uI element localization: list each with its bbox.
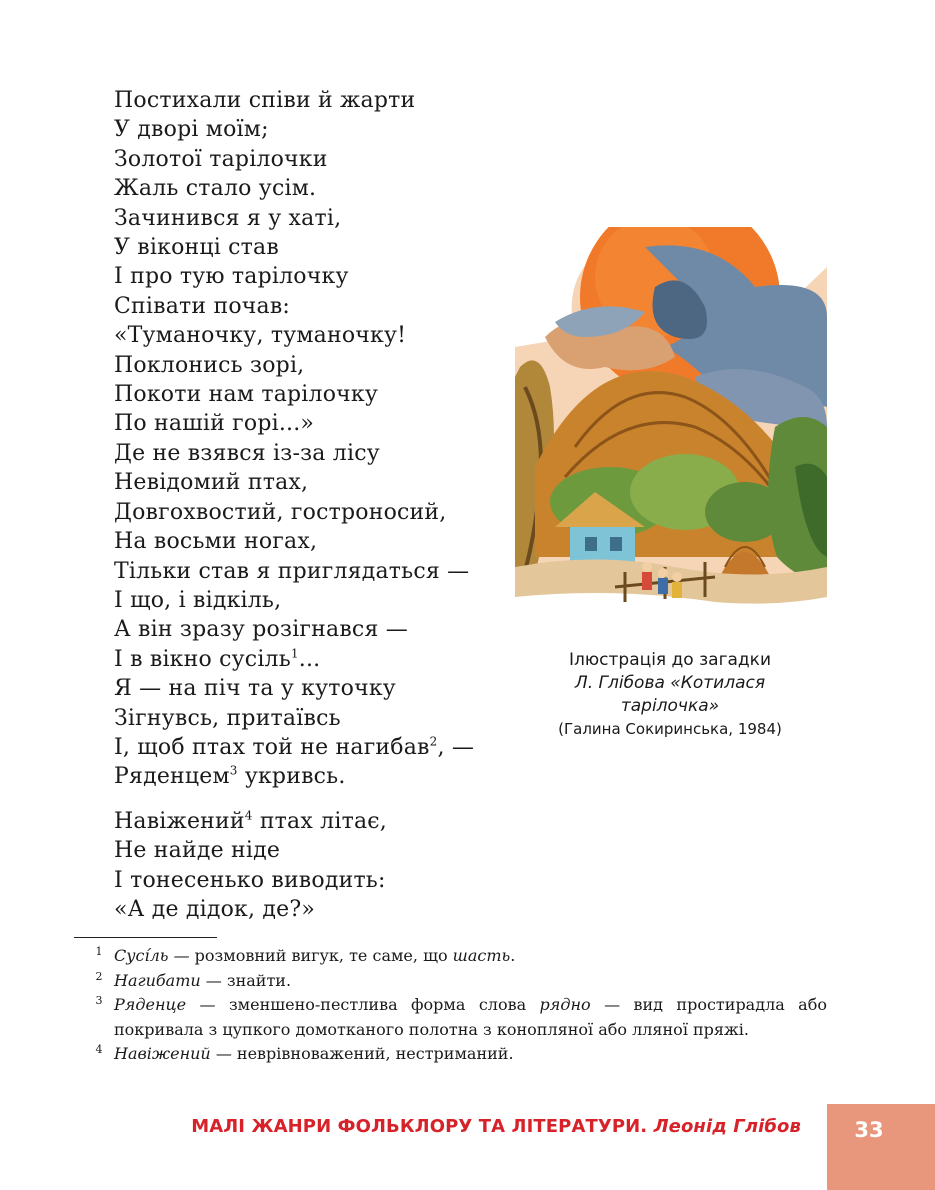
- poem-line-with-footnote: І в вікно сусіль$^1$...: [114, 646, 321, 672]
- poem-line: Постихали співи й жарти: [114, 88, 416, 113]
- poem-line: Поклонись зорі,: [114, 352, 305, 378]
- footnote-number: 2: [95, 969, 103, 983]
- poem-line: Де не взявся із-за лісу: [114, 440, 380, 466]
- poem-line: Тільки став я приглядаться —: [114, 558, 470, 584]
- caption-author: (Галина Сокиринська, 1984): [558, 720, 782, 738]
- poem-line: І що, і відкіль,: [114, 587, 282, 613]
- poem-line: Невідомий птах,: [114, 470, 309, 496]
- page-number-box: [827, 1104, 935, 1190]
- footnote-ref: 2: [429, 734, 438, 749]
- poem-line: У віконці став: [114, 235, 279, 261]
- poem-line: Я — на піч та у куточку: [114, 676, 396, 702]
- footnote-ref: 3: [229, 764, 238, 779]
- footnote: 2 Нагибати — знайти.: [74, 969, 827, 994]
- footnote-number: 4: [95, 1043, 103, 1056]
- poem-line: У дворі моїм;: [114, 117, 269, 143]
- footnote: 3 Ряденце — зменшено-пестлива форма слова рядно — вид простирадла або покривала з цупкого домотканого полотна з конопляної або лляної пряжі.: [74, 993, 827, 1042]
- poem-line: «Туманочку, туманочку!: [114, 323, 407, 349]
- footnote-ref: 1: [290, 646, 299, 661]
- poem-line: Довгохвостий, гостроносий,: [114, 499, 447, 525]
- poem-line: Золотої тарілочки: [114, 146, 328, 172]
- poem-line-with-footnote: Навіжений$^4$ птах літає,: [114, 808, 387, 834]
- illustration-caption: [540, 649, 800, 741]
- stanza-1: [114, 86, 514, 792]
- poem-line: Не найде ніде: [114, 838, 281, 864]
- author-name: Леонід Глібов: [653, 1116, 801, 1137]
- footnote-term: Ряденце: [114, 995, 187, 1014]
- poem-line: «А де дідок, де?»: [114, 896, 316, 922]
- footnote-number: 1: [95, 945, 103, 958]
- stanza-2: [114, 807, 514, 925]
- poem-line: І тонесенько виводить:: [114, 867, 386, 893]
- poem-line: Зачинився я у хаті,: [114, 205, 342, 231]
- poem-line-with-footnote: Ряденцем$^3$ укривсь.: [114, 764, 346, 790]
- poem-line: А він зразу розігнався —: [114, 617, 408, 643]
- footnote-number: 3: [95, 994, 103, 1007]
- caption-line: Л. Глібова «Котилася: [574, 673, 766, 693]
- footnote-term: Нагибати: [114, 970, 201, 990]
- footnote: 1 Сусі́ль — розмовний вигук, те саме, що шасть.: [74, 944, 827, 969]
- running-footer: [191, 1116, 801, 1137]
- poem-line: І про тую тарілочку: [114, 264, 349, 290]
- poem-line: На восьми ногах,: [114, 529, 318, 555]
- caption-line: Ілюстрація до загадки: [568, 650, 771, 670]
- poem-line: Співати почав:: [114, 293, 291, 319]
- poem: [114, 86, 514, 924]
- footnote: 4 Навіжений — неврівноважений, нестриманий.: [74, 1042, 827, 1067]
- footnote-ref: 4: [244, 808, 253, 823]
- footnote-term: Навіжений: [114, 1044, 211, 1063]
- section-title: МАЛІ ЖАНРИ ФОЛЬКЛОРУ ТА ЛІТЕРАТУРИ.: [191, 1116, 648, 1137]
- footnotes: [74, 944, 827, 1067]
- poem-line: Зігнувсь, притаївсь: [114, 705, 341, 731]
- page-number: 33: [854, 1118, 884, 1142]
- poem-line: Покоти нам тарілочку: [114, 382, 379, 408]
- poem-line-with-footnote: І, щоб птах той не нагибав$^2$, —: [114, 734, 475, 760]
- footnote-term: Сусі́ль: [114, 946, 169, 965]
- poem-line: По нашій горі...»: [114, 411, 315, 437]
- poem-line: Жаль стало усім.: [114, 176, 317, 202]
- footnote-divider: [74, 937, 217, 938]
- caption-line: тарілочка»: [620, 696, 720, 716]
- autumn-village-illustration: [515, 227, 827, 631]
